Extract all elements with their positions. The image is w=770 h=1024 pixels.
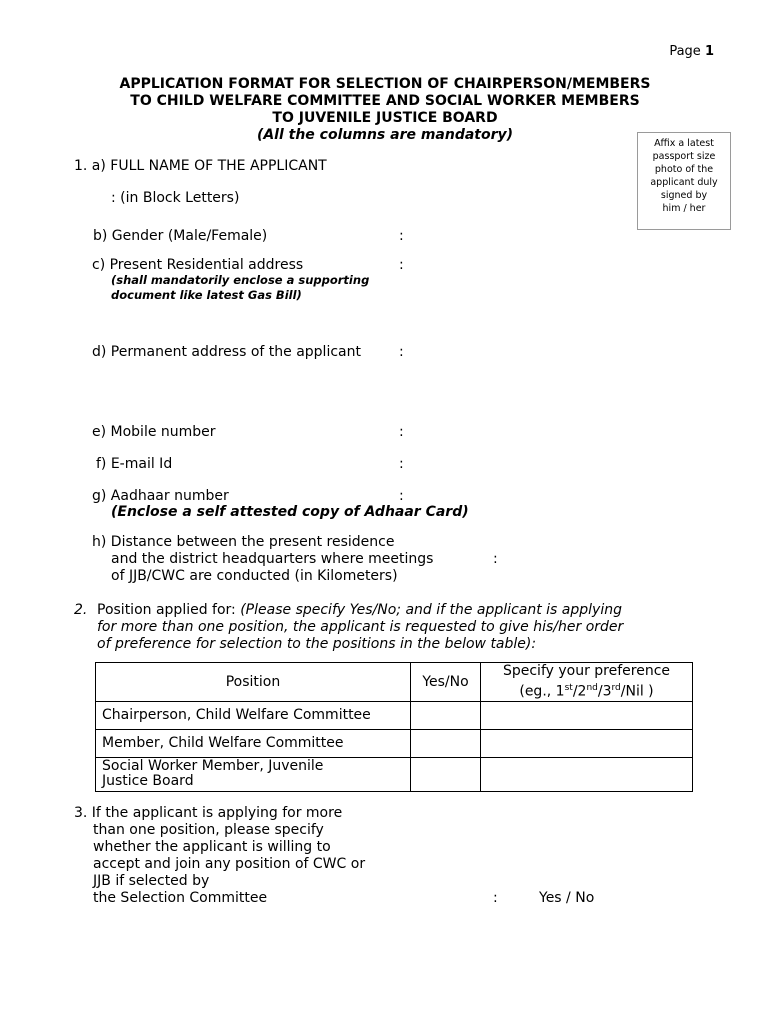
position-cell: Chairperson, Child Welfare Committee <box>96 701 411 729</box>
email-colon: : <box>399 456 404 472</box>
header-preference-title: Specify your preference <box>502 663 671 679</box>
present-address-note-line-1: (shall mandatorily enclose a supporting <box>111 273 370 287</box>
yes-no-cell[interactable] <box>411 729 481 757</box>
position-cell: Member, Child Welfare Committee <box>96 729 411 757</box>
page-number <box>669 44 714 59</box>
position-cell-line-2: Justice Board <box>102 773 194 790</box>
header-preference <box>481 663 693 702</box>
present-address-label: c) Present Residential address <box>92 257 304 273</box>
preference-cell[interactable] <box>481 757 693 791</box>
photo-instruction-line: passport size <box>652 151 716 162</box>
q3-line-4: accept and join any position of CWC or <box>93 856 366 872</box>
header-position: Position <box>96 663 411 702</box>
yes-no-cell[interactable] <box>411 701 481 729</box>
present-address-colon: : <box>399 257 404 273</box>
q3-line-2: than one position, please specify <box>93 822 324 838</box>
header-preference-example <box>487 680 686 701</box>
position-cell-line-1: Social Worker Member, Juvenile <box>102 758 324 775</box>
aadhaar-note: (Enclose a self attested copy of Adhaar Card) <box>111 504 469 520</box>
aadhaar-colon: : <box>399 488 404 504</box>
q2-lead: Position applied for: <box>97 602 241 618</box>
full-name-sub-label: : (in Block Letters) <box>111 190 240 206</box>
photo-instruction-line: applicant duly <box>650 177 718 188</box>
pref-sup-2: nd <box>586 683 598 693</box>
table-row <box>96 701 693 729</box>
q3-line-3: whether the applicant is willing to <box>93 839 331 855</box>
photo-placeholder-box[interactable] <box>637 132 731 230</box>
q3-line-1: 3. If the applicant is applying for more <box>74 805 343 821</box>
full-name-label: 1. a) FULL NAME OF THE APPLICANT <box>74 158 327 174</box>
preference-cell[interactable] <box>481 729 693 757</box>
pref-example-prefix: (eg., 1 <box>519 683 565 700</box>
distance-label-line-1: h) Distance between the present residence <box>92 534 395 550</box>
document-title-line-1: APPLICATION FORMAT FOR SELECTION OF CHAIRPERSON/MEMBERS <box>119 76 651 92</box>
photo-instruction-line: Affix a latest <box>654 138 714 149</box>
table-header-row <box>96 663 693 702</box>
distance-colon: : <box>493 551 498 567</box>
email-label: f) E-mail Id <box>96 456 173 472</box>
pref-suffix: /Nil ) <box>620 683 654 700</box>
distance-label-line-2: and the district headquarters where meetings <box>111 551 434 567</box>
preference-cell[interactable] <box>481 701 693 729</box>
mobile-number-colon: : <box>399 424 404 440</box>
aadhaar-label: g) Aadhaar number <box>92 488 229 504</box>
q2-intro-line-1 <box>97 602 622 618</box>
document-title-line-2: TO CHILD WELFARE COMMITTEE AND SOCIAL WORKER MEMBERS <box>130 93 640 109</box>
yes-no-cell[interactable] <box>411 757 481 791</box>
present-address-note-line-2: document like latest Gas Bill) <box>111 288 302 302</box>
pref-sup-1: st <box>564 683 573 693</box>
gender-colon: : <box>399 228 404 244</box>
table-row <box>96 757 693 791</box>
document-subtitle: (All the columns are mandatory) <box>256 127 514 143</box>
pref-sep-1: /2 <box>572 683 587 700</box>
mobile-number-label: e) Mobile number <box>92 424 216 440</box>
q2-number: 2. <box>74 602 88 618</box>
permanent-address-colon: : <box>399 344 404 360</box>
gender-label: b) Gender (Male/Female) <box>93 228 268 244</box>
page-label: Page <box>669 44 701 59</box>
q2-intro-line-2: for more than one position, the applicant is requested to give his/her order <box>97 619 624 635</box>
document-title-line-3: TO JUVENILE JUSTICE BOARD <box>272 110 498 126</box>
table-row <box>96 729 693 757</box>
positions-table <box>95 662 693 792</box>
q2-instruction: (Please specify Yes/No; and if the applicant is applying <box>240 602 622 618</box>
header-yes-no: Yes/No <box>411 663 481 702</box>
permanent-address-label: d) Permanent address of the applicant <box>92 344 361 360</box>
q3-colon: : <box>493 890 498 906</box>
q2-intro-line-3: of preference for selection to the positions in the below table): <box>97 636 537 652</box>
pref-sup-3: rd <box>611 683 621 693</box>
page-number-value: 1 <box>704 44 714 59</box>
photo-instruction-line: signed by <box>660 190 708 201</box>
photo-instruction-line: him / her <box>662 203 706 214</box>
q3-line-5: JJB if selected by <box>93 873 210 889</box>
q3-line-6: the Selection Committee <box>93 890 268 906</box>
pref-sep-2: /3 <box>597 683 612 700</box>
q3-answer-options[interactable]: Yes / No <box>539 890 595 906</box>
position-cell <box>96 757 411 791</box>
photo-instruction-line: photo of the <box>654 164 714 175</box>
distance-label-line-3: of JJB/CWC are conducted (in Kilometers) <box>111 568 398 584</box>
